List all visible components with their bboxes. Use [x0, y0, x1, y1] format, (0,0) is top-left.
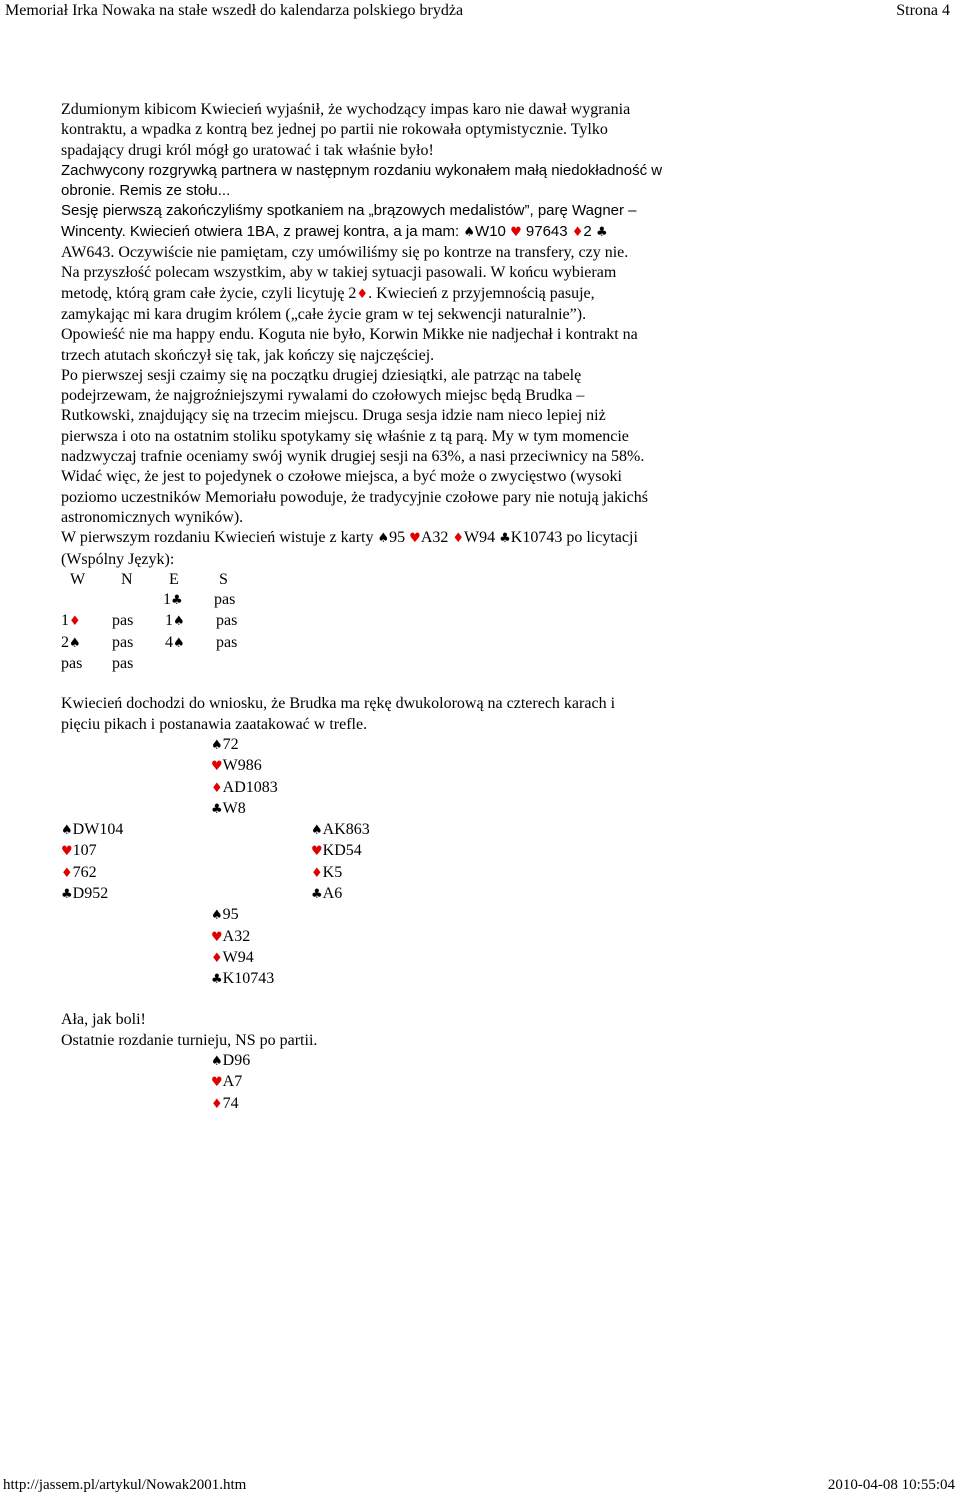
text-line: Ała, jak boli! [61, 1011, 146, 1029]
footer-datetime: 2010-04-08 10:55:04 [827, 1477, 955, 1493]
diamond-icon: ♦ [211, 950, 223, 966]
spade-icon: ♠ [173, 614, 185, 630]
bidding-row [61, 611, 941, 632]
hand-line [211, 1072, 941, 1093]
bid-cell: pas [112, 633, 134, 651]
bid-header-e: E [169, 570, 179, 588]
diamond-icon: ♦ [311, 865, 323, 881]
spade-icon: ♠ [61, 823, 73, 839]
text-line: poziomo uczestników Memoriału powoduje, że tradycyjnie czołowe pary nie notują jakichś [61, 488, 648, 506]
cards: D952 [72, 884, 109, 902]
text-span: . Kwiecień z przyjemnością pasuje, [368, 284, 595, 302]
bid-cell [61, 611, 112, 632]
text-line: AW643. Oczywiście nie pamiętam, czy umówiliśmy się po kontrze na transfery, czy nie. [61, 244, 629, 262]
text-span: 95 [389, 529, 410, 547]
cards: DW104 [72, 821, 124, 839]
cards: W8 [222, 799, 246, 817]
hand-line [211, 735, 941, 756]
cards: AD1083 [222, 778, 278, 796]
cards: K5 [322, 863, 343, 881]
text-line: trzech atutach skończył się tak, jak kończy się najczęściej. [61, 346, 435, 364]
text-line: (Wspólny Język): [61, 550, 175, 568]
spade-icon: ♠ [211, 1054, 223, 1070]
heart-icon: ♥ [61, 844, 73, 860]
hand-line [211, 778, 941, 799]
bidding-row [61, 590, 941, 611]
cards: KD54 [322, 842, 362, 860]
hand-line [61, 884, 311, 905]
bid-cell [165, 633, 216, 654]
bid-header-s: S [219, 570, 228, 588]
cards: A7 [222, 1073, 243, 1091]
bid-empty [61, 590, 163, 611]
bidding-row [61, 654, 941, 674]
text-line: Na przyszłość polecam wszystkim, aby w takiej sytuacji pasowali. W końcu wybieram [61, 264, 617, 282]
text-line: Po pierwszej sesji czaimy się na początku drugiej dziesiątki, ale patrząc na tabelę [61, 366, 582, 384]
bid-value: 1 [61, 612, 69, 630]
hand-north [211, 1051, 941, 1115]
hand-line [211, 799, 941, 820]
text-span: 97643 [521, 222, 572, 240]
page-header-title: Memoriał Irka Nowaka na stałe wszedł do kalendarza polskiego brydża [5, 2, 464, 19]
hand-line [211, 756, 941, 777]
hand-line [61, 841, 311, 862]
bid-value: 2 [61, 633, 69, 651]
text-line: pięciu pikach i postanawia zaatakować w trefle. [61, 715, 368, 733]
page-number: Strona 4 [896, 2, 950, 19]
text-line: Ostatnie rozdanie turnieju, NS po partii. [61, 1031, 318, 1049]
bid-cell: pas [214, 591, 236, 609]
heart-icon: ♥ [311, 844, 323, 860]
hand-line [211, 927, 941, 948]
text-line: kontraktu, a wpadka z kontrą bez jednej po partii nie rokowała optymistycznie. Tylko [61, 121, 608, 139]
heart-icon: ♥ [211, 929, 223, 945]
cards: W986 [222, 757, 262, 775]
spade-icon: ♠ [311, 823, 323, 839]
text-span: W10 [475, 222, 511, 240]
hand-line [61, 820, 311, 841]
text-span: A32 [420, 529, 453, 547]
cards: D96 [222, 1052, 251, 1070]
bid-header-w: W [70, 570, 86, 588]
heart-icon: ♥ [211, 1075, 223, 1091]
text-line [61, 222, 941, 243]
hand-line [311, 820, 370, 841]
text-line: Opowieść nie ma happy endu. Koguta nie było, Korwin Mikke nie nadjechał i kontrakt na [61, 326, 638, 344]
bid-cell: pas [216, 633, 238, 651]
hand-line [211, 948, 941, 969]
bid-cell: pas [112, 612, 134, 630]
text-span: 2 [583, 222, 596, 240]
text-line: Widać więc, że jest to pojedynek o czołowe miejsca, a być może o zwycięstwo (wysoki [61, 468, 622, 486]
bid-cell: pas [216, 612, 238, 630]
hands-west-east [61, 820, 941, 905]
diamond-icon: ♦ [69, 614, 81, 630]
cards: 74 [222, 1094, 239, 1112]
heart-icon: ♥ [211, 759, 223, 775]
bid-value: 4 [165, 633, 173, 651]
deal-diagram-2 [61, 1051, 941, 1115]
cards: 95 [222, 906, 239, 924]
text-line: podejrzewam, że najgroźniejszymi rywalami do czołowych miejsc będą Brudka – [61, 387, 585, 405]
bid-header-n: N [121, 570, 133, 588]
club-icon: ♣ [211, 972, 223, 988]
heart-icon: ♥ [409, 531, 421, 547]
text-span: W94 [464, 529, 500, 547]
diamond-icon: ♦ [571, 224, 584, 240]
bid-cell: pas [61, 655, 83, 673]
bid-cell [163, 590, 214, 611]
text-line: Zdumionym kibicom Kwiecień wyjaśnił, że wychodzący impas karo nie dawał wygrania [61, 101, 631, 118]
hand-line [311, 884, 370, 905]
cards: 762 [72, 863, 97, 881]
text-line: obronie. Remis ze stołu... [61, 182, 231, 200]
club-icon: ♣ [311, 886, 323, 902]
text-span: metodę, którą gram całe życie, czyli licytuję 2 [61, 284, 357, 302]
text-line [61, 528, 941, 549]
text-span: K10743 po licytacji [510, 529, 638, 547]
club-icon: ♣ [211, 801, 223, 817]
hand-line [311, 841, 370, 862]
spade-icon: ♠ [211, 737, 223, 753]
spade-icon: ♠ [173, 635, 185, 651]
club-icon: ♣ [61, 886, 73, 902]
bidding-table [70, 570, 941, 590]
hand-south [211, 905, 941, 990]
cards: 107 [72, 842, 97, 860]
diamond-icon: ♦ [211, 780, 223, 796]
spade-icon: ♠ [463, 224, 476, 240]
cards: A32 [222, 927, 251, 945]
text-line [61, 284, 941, 305]
bid-value: 1 [165, 612, 173, 630]
bid-value: 1 [163, 591, 171, 609]
cards: AK863 [322, 821, 370, 839]
text-line: nadzwyczaj trafnie oceniamy swój wynik drugiej sesji na 63%, a nasi przeciwnicy na 58%. [61, 448, 645, 466]
text-line: zamykając mi kara drugim królem („całe życie gram w tej sekwencji naturalnie”). [61, 305, 587, 323]
text-line: pierwsza i oto na ostatnim stoliku spotykamy się właśnie z tą parą. My w tym momencie [61, 427, 629, 445]
deal-diagram [61, 735, 941, 991]
diamond-icon: ♦ [61, 865, 73, 881]
spade-icon: ♠ [69, 635, 81, 651]
text-line: Kwiecień dochodzi do wniosku, że Brudka ma rękę dwukolorową na czterech karach i [61, 695, 616, 713]
text-line: spadający drugi król mógł go uratować i tak właśnie było! [61, 141, 434, 159]
text-span: Wincenty. Kwiecień otwiera 1BA, z prawej kontra, a ja mam: [61, 222, 464, 240]
diamond-icon: ♦ [356, 286, 369, 302]
bid-cell: pas [112, 655, 134, 673]
cards: W94 [222, 948, 254, 966]
bid-cell [61, 633, 112, 654]
club-icon: ♣ [499, 531, 511, 547]
hand-line [311, 863, 370, 884]
spade-icon: ♠ [377, 531, 390, 547]
hand-north [211, 735, 941, 820]
hand-line [211, 905, 941, 926]
club-icon: ♣ [595, 224, 608, 240]
article-body [61, 100, 941, 1115]
hand-west [61, 820, 311, 905]
text-line: Rutkowski, znajdujący się na trzecim miejscu. Druga sesja idzie nam nieco lepiej niż [61, 407, 606, 425]
cards: K10743 [222, 970, 275, 988]
diamond-icon: ♦ [452, 531, 465, 547]
heart-icon: ♥ [510, 224, 522, 240]
text-span: W pierwszym rozdaniu Kwiecień wistuje z karty [61, 529, 378, 547]
spade-icon: ♠ [211, 908, 223, 924]
diamond-icon: ♦ [211, 1096, 223, 1112]
cards: 72 [222, 735, 239, 753]
hand-line [211, 1051, 941, 1072]
bid-cell [165, 611, 216, 632]
text-line: Sesję pierwszą zakończyliśmy spotkaniem na „brązowych medalistów”, parę Wagner – [61, 202, 637, 220]
text-line: astronomicznych wyników). [61, 508, 244, 526]
text-line: Zachwycony rozgrywką partnera w następnym rozdaniu wykonałem małą niedokładność w [61, 161, 663, 179]
hand-line [211, 969, 941, 990]
bidding-row [61, 633, 941, 654]
hand-line [211, 1094, 941, 1115]
hand-east [311, 820, 370, 905]
hand-line [61, 863, 311, 884]
cards: A6 [322, 884, 343, 902]
footer-url: http://jassem.pl/artykul/Nowak2001.htm [3, 1477, 247, 1493]
club-icon: ♣ [171, 593, 183, 609]
